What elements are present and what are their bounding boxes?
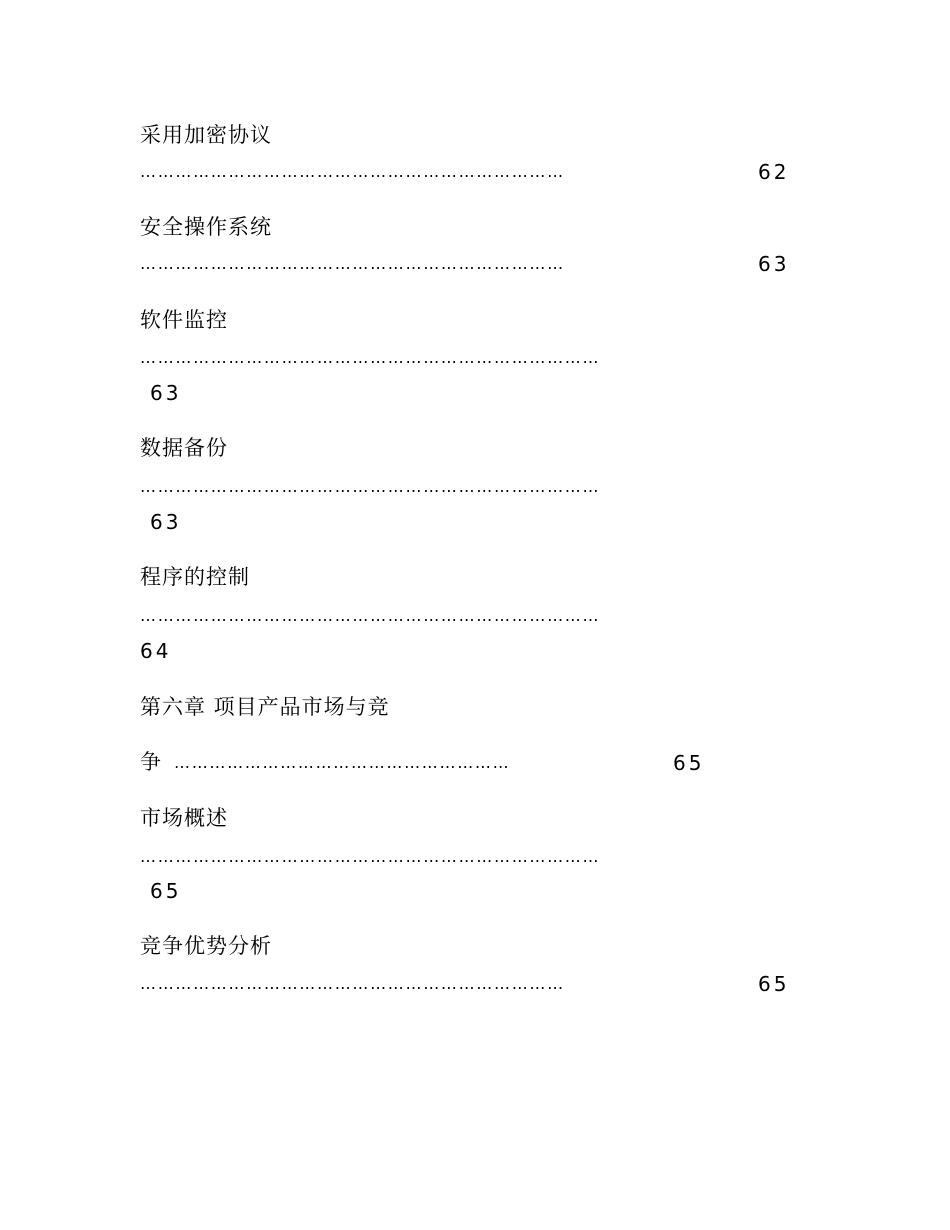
toc-leader-dots: ……………………………………………………………………	[140, 477, 601, 496]
toc-page-number: 65	[758, 972, 790, 996]
toc-entry-title: 采用加密协议	[140, 123, 272, 147]
toc-page-number: 65	[673, 751, 705, 775]
toc-entry-title: 数据备份	[140, 436, 228, 460]
toc-leader-dots: ………………………………………………………………	[140, 974, 565, 993]
toc-page-number: 63	[150, 381, 182, 405]
toc-chapter-title: 第六章 项目产品市场与竞	[140, 695, 390, 719]
toc-page-number: 65	[150, 879, 182, 903]
toc-chapter-title-cont: 争	[140, 750, 162, 774]
toc-leader-dots: ………………………………………………………………	[140, 254, 565, 273]
toc-entry-title: 程序的控制	[140, 565, 250, 589]
toc-page-number: 64	[140, 639, 172, 663]
toc-leader-dots: ……………………………………………………………………	[140, 348, 601, 367]
toc-leader-dots: ……………………………………………………………………	[140, 847, 601, 866]
toc-entry-title: 市场概述	[140, 806, 228, 830]
toc-page-number: 63	[758, 252, 790, 276]
toc-entry-title: 安全操作系统	[140, 215, 272, 239]
toc-page-number: 63	[150, 510, 182, 534]
toc-leader-dots: ……………………………………………………………………	[140, 606, 601, 625]
toc-leader-dots: ………………………………………………………………	[140, 162, 565, 181]
toc-leader-dots: …………………………………………………	[174, 753, 511, 772]
toc-page-number: 62	[758, 160, 790, 184]
toc-entry-title: 软件监控	[140, 308, 228, 332]
toc-entry-title: 竞争优势分析	[140, 934, 272, 958]
